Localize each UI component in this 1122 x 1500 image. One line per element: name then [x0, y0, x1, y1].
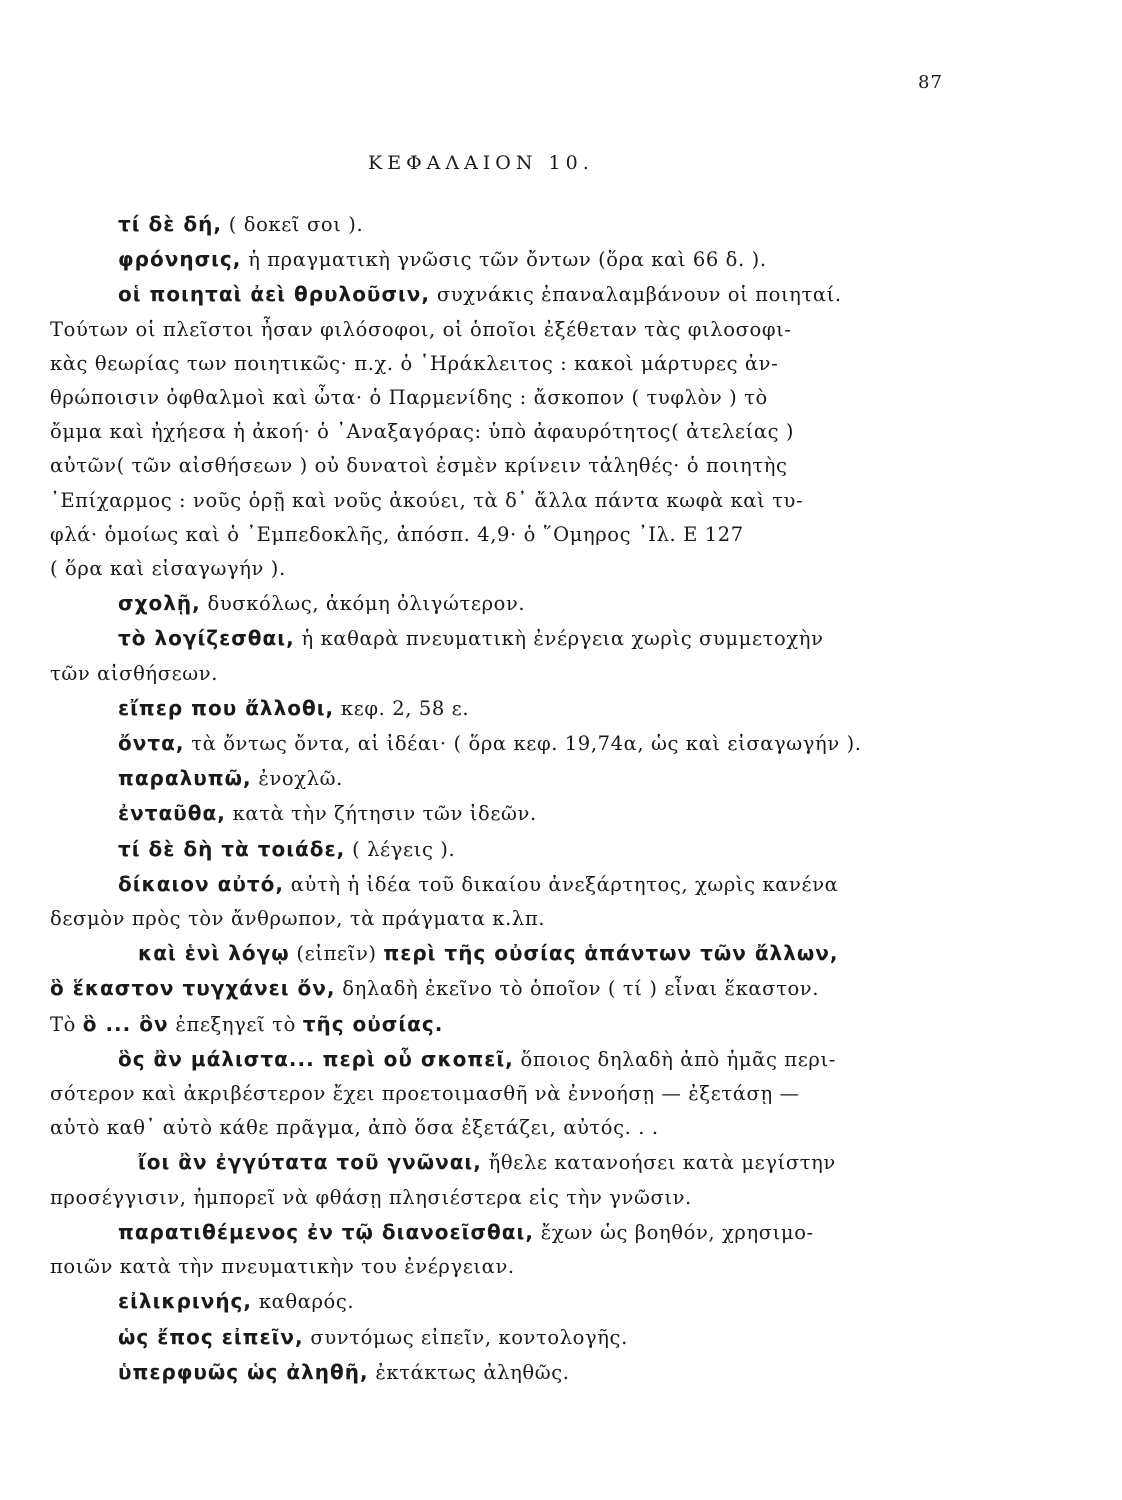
entry-lemma: εἰλικρινής,: [118, 1289, 253, 1314]
entry-lemma: παραλυπῶ,: [118, 766, 252, 791]
entry-lemma: καὶ ἑνὶ λόγῳ: [138, 941, 290, 966]
entry-lemma: φρόνησις,: [118, 247, 242, 272]
glossary-entry: [50, 586, 972, 621]
entry-gloss: Τὸ: [50, 1012, 83, 1036]
entry-gloss: ἡ καθαρὰ πνευματικὴ ἐνέργεια χωρὶς συμμετοχὴν: [294, 627, 824, 651]
glossary-entry: [50, 691, 972, 726]
entry-continuation-line: [50, 1007, 972, 1042]
entry-lemma: εἴπερ που ἄλλοθι,: [118, 695, 335, 720]
glossary-entry: [50, 207, 972, 242]
glossary-entries: [50, 207, 972, 1390]
entry-lemma: ὄντα,: [118, 731, 185, 756]
entry-line: [50, 761, 972, 796]
glossary-entry: [50, 277, 972, 586]
glossary-entry: [50, 1145, 972, 1214]
entry-line: [50, 796, 972, 831]
entry-gloss: συχνάκις ἐπαναλαμβάνουν οἱ ποιηταί.: [430, 283, 842, 307]
glossary-entry: [50, 1284, 972, 1319]
entry-continuation-line: ᾿Επίχαρμος : νοῦς ὁρῇ καὶ νοῦς ἀκούει, τὰ δ᾿ ἄλλα πάντα κωφὰ καὶ τυ-: [50, 488, 804, 512]
entry-line: [50, 936, 972, 971]
chapter-title: ΚΕΦΑΛΑΙΟΝ 10.: [368, 152, 594, 174]
entry-lemma: παρατιθέμενος ἐν τῷ διανοεῖσθαι,: [118, 1219, 534, 1244]
entry-gloss: καθαρός.: [252, 1290, 355, 1314]
entry-continuation-line: ποιῶν κατὰ τὴν πνευματικὴν του ἐνέργειαν.: [50, 1255, 515, 1279]
entry-line: [50, 277, 972, 312]
entry-line: [50, 691, 972, 726]
entry-lemma: ὡς ἔπος εἰπεῖν,: [118, 1324, 304, 1349]
entry-continuation-line: φλά· ὁμοίως καὶ ὁ ᾿Εμπεδοκλῆς, ἀπόσπ. 4,9· ὁ ῞Ομηρος ᾿Ιλ. Ε 127: [50, 522, 744, 546]
glossary-entry: [50, 1042, 972, 1146]
entry-continuation-line: αὐτὸ καθ᾿ αὐτὸ κάθε πρᾶγμα, ἀπὸ ὅσα ἐξετάζει, αὐτός. . .: [50, 1116, 659, 1140]
entry-continuation-line: σότερον καὶ ἀκριβέστερον ἔχει προετοιμασθῆ νὰ ἐννοήσῃ — ἐξετάσῃ —: [50, 1082, 800, 1106]
entry-gloss: ( λέγεις ).: [345, 837, 456, 861]
entry-lemma: περὶ τῆς οὐσίας ἁπάντων τῶν ἄλλων,: [383, 941, 839, 966]
entry-gloss: συντόμως εἰπεῖν, κοντολογῆς.: [303, 1325, 628, 1349]
entry-gloss: ὅποιος δηλαδὴ ἀπὸ ἡμᾶς περι-: [513, 1047, 836, 1071]
glossary-entry: [50, 832, 972, 867]
entry-gloss: ἡ πραγματικὴ γνῶσις τῶν ὄντων (ὅρα καὶ 66 δ. ).: [241, 248, 767, 272]
entry-line: [50, 1145, 972, 1180]
glossary-entry: [50, 1355, 972, 1390]
entry-line: [50, 1355, 972, 1390]
entry-continuation-line: ( ὅρα καὶ εἰσαγωγήν ).: [50, 557, 286, 581]
entry-gloss: ἔχων ὡς βοηθόν, χρησιμο-: [533, 1220, 814, 1244]
entry-continuation-line: Τούτων οἱ πλεῖστοι ἦσαν φιλόσοφοι, οἱ ὁποῖοι ἐξέθεταν τὰς φιλοσοφι-: [50, 317, 792, 341]
entry-lemma: τῆς οὐσίας.: [302, 1011, 444, 1036]
entry-continuation-line: θρώποισιν ὀφθαλμοὶ καὶ ὦτα· ὁ Παρμενίδης : ἄσκοπον ( τυφλὸν ) τὸ: [50, 386, 768, 410]
glossary-entry: [50, 1320, 972, 1355]
entry-gloss: κατὰ τὴν ζήτησιν τῶν ἰδεῶν.: [225, 802, 537, 826]
glossary-entry: [50, 761, 972, 796]
entry-lemma: δίκαιον αὐτό,: [118, 871, 284, 896]
entry-gloss: ( δοκεῖ σοι ).: [221, 213, 364, 236]
entry-gloss: αὐτὴ ἡ ἰδέα τοῦ δικαίου ἀνεξάρτητος, χωρὶς κανένα: [283, 872, 839, 896]
entry-lemma: ὃς ἂν μάλιστα... περὶ οὗ σκοπεῖ,: [118, 1046, 514, 1071]
entry-line: [50, 832, 972, 867]
glossary-entry: [50, 796, 972, 831]
entry-line: [50, 1215, 972, 1250]
entry-continuation-line: αὐτῶν( τῶν αἰσθήσεων ) οὐ δυνατοὶ ἐσμὲν κρίνειν τἀληθές· ὁ ποιητὴς: [50, 454, 788, 478]
entry-line: [50, 207, 972, 242]
glossary-entry: [50, 1215, 972, 1284]
glossary-entry: [50, 621, 972, 690]
entry-gloss: ἐνοχλῶ.: [251, 767, 343, 791]
glossary-entry: [50, 936, 972, 1042]
entry-line: [50, 726, 972, 761]
entry-gloss: (εἰπεῖν): [289, 942, 384, 966]
entry-line: [50, 242, 972, 277]
entry-lemma: ὃ ... ὂν: [82, 1011, 169, 1036]
entry-gloss: ἐκτάκτως ἀληθῶς.: [368, 1360, 570, 1384]
page-number: 87: [918, 72, 943, 93]
entry-continuation-line: [50, 971, 972, 1006]
entry-gloss: ἐπεξηγεῖ τὸ: [168, 1012, 303, 1036]
entry-lemma: ὑπερφυῶς ὡς ἀληθῆ,: [118, 1359, 369, 1384]
entry-lemma: τί δὲ δή,: [118, 212, 222, 236]
entry-gloss: δηλαδὴ ἐκεῖνο τὸ ὁποῖον ( τί ) εἶναι ἕκαστον.: [335, 977, 820, 1001]
glossary-entry: [50, 726, 972, 761]
entry-line: [50, 586, 972, 621]
entry-line: [50, 1284, 972, 1319]
entry-continuation-line: κὰς θεωρίας των ποιητικῶς· π.χ. ὁ ῾Ηράκλειτος : κακοὶ μάρτυρες ἀν-: [50, 351, 779, 375]
entry-line: [50, 621, 972, 656]
entry-continuation-line: ὄμμα καὶ ἠχήεσα ἡ ἀκοή· ὁ ᾿Αναξαγόρας: ὑπὸ ἀφαυρότητος( ἀτελείας ): [50, 420, 795, 444]
entry-line: [50, 1320, 972, 1355]
glossary-entry: [50, 867, 972, 936]
entry-continuation-line: τῶν αἰσθήσεων.: [50, 661, 219, 685]
entry-lemma: ἴοι ἂν ἐγγύτατα τοῦ γνῶναι,: [138, 1150, 482, 1175]
glossary-entry: [50, 242, 972, 277]
entry-lemma: οἱ ποιηταὶ ἀεὶ θρυλοῦσιν,: [118, 282, 431, 307]
entry-gloss: δυσκόλως, ἀκόμη ὀλιγώτερον.: [200, 592, 526, 616]
entry-line: [50, 867, 972, 902]
entry-continuation-line: δεσμὸν πρὸς τὸν ἄνθρωπον, τὰ πράγματα κ.λπ.: [50, 907, 546, 931]
entry-lemma: ἐνταῦθα,: [118, 801, 226, 826]
entry-gloss: κεφ. 2, 58 ε.: [334, 696, 470, 720]
entry-continuation-line: προσέγγισιν, ἠμπορεῖ νὰ φθάσῃ πλησιέστερα εἰς τὴν γνῶσιν.: [50, 1185, 692, 1209]
entry-gloss: ἤθελε κατανοήσει κατὰ μεγίστην: [481, 1151, 836, 1175]
entry-line: [50, 1042, 972, 1077]
entry-lemma: τί δὲ δὴ τὰ τοιάδε,: [118, 836, 346, 861]
entry-gloss: τὰ ὄντως ὄντα, αἱ ἰδέαι· ( ὅρα κεφ. 19,74α, ὡς καὶ εἰσαγωγήν ).: [184, 732, 862, 756]
entry-lemma: σχολῇ,: [118, 591, 201, 616]
entry-lemma: ὃ ἕκαστον τυγχάνει ὄν,: [50, 976, 336, 1001]
entry-lemma: τὸ λογίζεσθαι,: [118, 626, 295, 651]
